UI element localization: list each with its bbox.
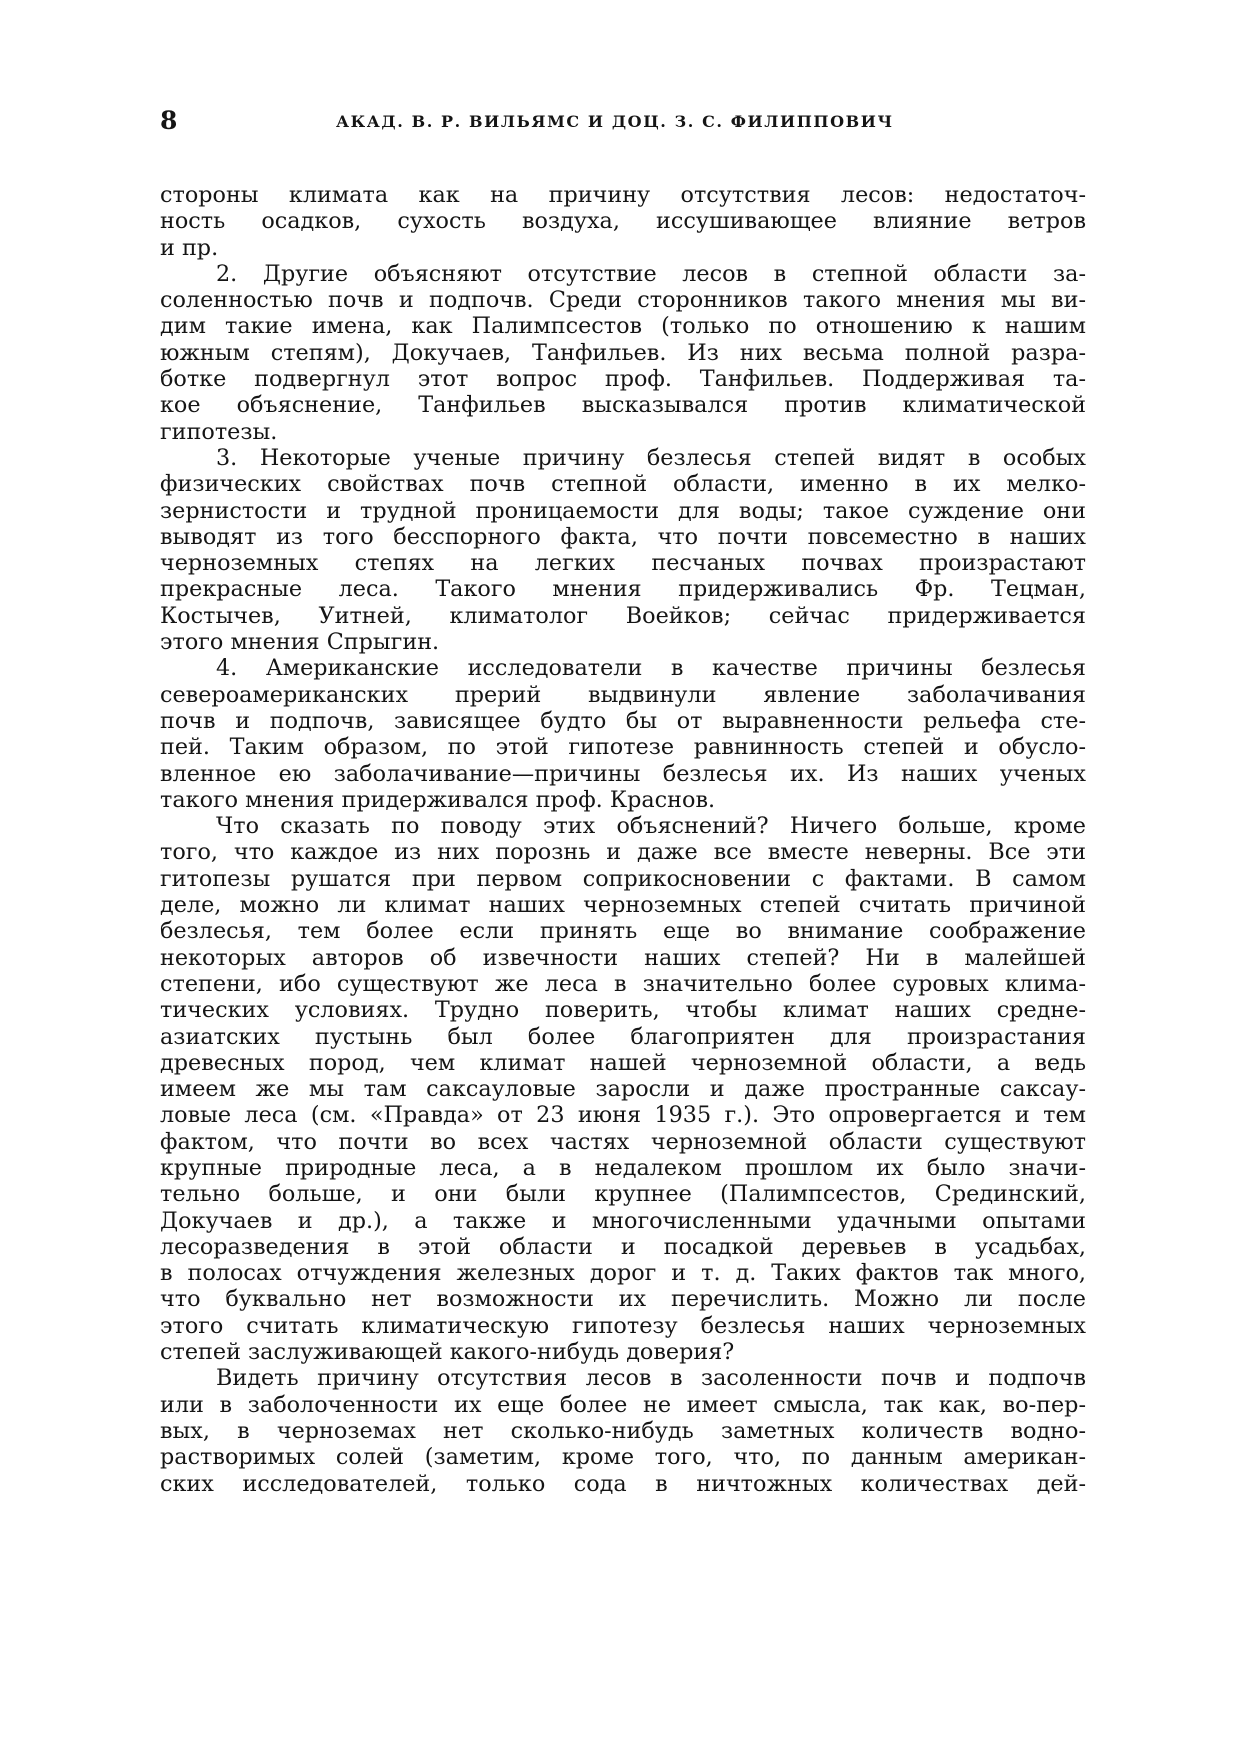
paragraph-start-line: 4. Американские исследователи в качестве причины безлесья (216, 655, 1086, 682)
text-line: деле, можно ли климат наших черноземных степей считать причиной (160, 892, 1086, 919)
text-line: Костычев, Уитней, климатолог Воейков; сейчас придерживается (160, 602, 1086, 629)
text-line: ских исследователей, только сода в ничтожных количествах дей- (160, 1470, 1086, 1497)
text-line: ловые леса (см. «Правда» от 23 июня 1935 г.). Это опровергается и тем (160, 1102, 1086, 1129)
text-line: гитопезы рушатся при первом соприкосновении с фактами. В самом (160, 865, 1086, 892)
text-line: Докучаев и др.), а также и многочисленными удачными опытами (160, 1207, 1086, 1234)
text-line: крупные природные леса, а в недалеком прошлом их было значи- (160, 1154, 1086, 1181)
text-line: того, что каждое из них порознь и даже все вместе неверны. Все эти (160, 839, 1086, 866)
paragraph-start-line: 2. Другие объясняют отсутствие лесов в степной области за- (216, 260, 1086, 287)
text-line: тельно больше, и они были крупнее (Палимпсестов, Срединский, (160, 1181, 1086, 1208)
paragraph-start-line: Что сказать по поводу этих объяснений? Ничего больше, кроме (216, 813, 1086, 840)
text-line: прекрасные леса. Такого мнения придерживались Фр. Тецман, (160, 576, 1086, 603)
text-line: ботке подвергнул этот вопрос проф. Танфильев. Поддерживая та- (160, 366, 1086, 393)
text-line: гипотезы. (160, 418, 278, 445)
text-line: безлесья, тем более если принять еще во внимание соображение (160, 918, 1086, 945)
text-line: степени, ибо существуют же леса в значительно более суровых клима- (160, 970, 1086, 997)
text-line: дим такие имена, как Палимпсестов (только по отношению к нашим (160, 313, 1086, 340)
text-line: азиатских пустынь был более благоприятен для произрастания (160, 1023, 1086, 1050)
document-page (160, 106, 1086, 1497)
text-line: степей заслуживающей какого-нибудь доверия? (160, 1339, 735, 1366)
page-number: 8 (160, 106, 178, 135)
text-line: соленностью почв и подпочв. Среди сторонников такого мнения мы ви- (160, 287, 1086, 314)
text-line: этого мнения Спрыгин. (160, 629, 440, 656)
running-title: АКАД. В. Р. ВИЛЬЯМС И ДОЦ. З. С. ФИЛИППОВИЧ (336, 112, 894, 131)
text-line: и пр. (160, 234, 219, 261)
text-line: фактом, что почти во всех частях черноземной области существуют (160, 1128, 1086, 1155)
text-line: кое объяснение, Танфильев высказывался против климатической (160, 392, 1086, 419)
text-line: вленное ею заболачивание—причины безлесья их. Из наших ученых (160, 760, 1086, 787)
text-line: тических условиях. Трудно поверить, чтобы климат наших средне- (160, 997, 1086, 1024)
text-line: некоторых авторов об извечности наших степей? Ни в малейшей (160, 944, 1086, 971)
text-line: пей. Таким образом, по этой гипотезе равнинность степей и обусло- (160, 734, 1086, 761)
text-line: в полосах отчуждения железных дорог и т. д. Таких фактов так много, (160, 1260, 1086, 1287)
running-head (160, 106, 1086, 146)
text-line: зернистости и трудной проницаемости для воды; такое суждение они (160, 497, 1086, 524)
text-line: стороны климата как на причину отсутствия лесов: недостаточ- (160, 182, 1086, 208)
paragraph-start-line: Видеть причину отсутствия лесов в засоленности почв и подпочв (216, 1365, 1086, 1392)
text-line: растворимых солей (заметим, кроме того, что, по данным американ- (160, 1444, 1086, 1471)
text-line: черноземных степях на легких песчаных почвах произрастают (160, 550, 1086, 577)
text-line: такого мнения придерживался проф. Краснов. (160, 786, 716, 813)
text-line: или в заболоченности их еще более не имеет смысла, так как, во-пер- (160, 1391, 1086, 1418)
text-line: североамериканских прерий выдвинули явление заболачивания (160, 681, 1086, 708)
text-line: имеем же мы там саксауловые заросли и даже пространные саксау- (160, 1076, 1086, 1103)
body-text (160, 182, 1086, 1497)
text-line: этого считать климатическую гипотезу безлесья наших черноземных (160, 1312, 1086, 1339)
paragraph-start-line: 3. Некоторые ученые причину безлесья степей видят в особых (216, 444, 1086, 471)
text-line: физических свойствах почв степной области, именно в их мелко- (160, 471, 1086, 498)
text-line: древесных пород, чем климат нашей черноземной области, а ведь (160, 1049, 1086, 1076)
text-line: лесоразведения в этой области и посадкой деревьев в усадьбах, (160, 1233, 1086, 1260)
text-line: вых, в черноземах нет сколько-нибудь заметных количеств водно- (160, 1417, 1086, 1444)
text-line: выводят из того бесспорного факта, что почти повсеместно в наших (160, 523, 1086, 550)
text-line: южным степям), Докучаев, Танфильев. Из них весьма полной разра- (160, 339, 1086, 366)
text-line: что буквально нет возможности их перечислить. Можно ли после (160, 1286, 1086, 1313)
text-line: ность осадков, сухость воздуха, иссушивающее влияние ветров (160, 208, 1086, 235)
text-line: почв и подпочв, зависящее будто бы от выравненности рельефа сте- (160, 707, 1086, 734)
